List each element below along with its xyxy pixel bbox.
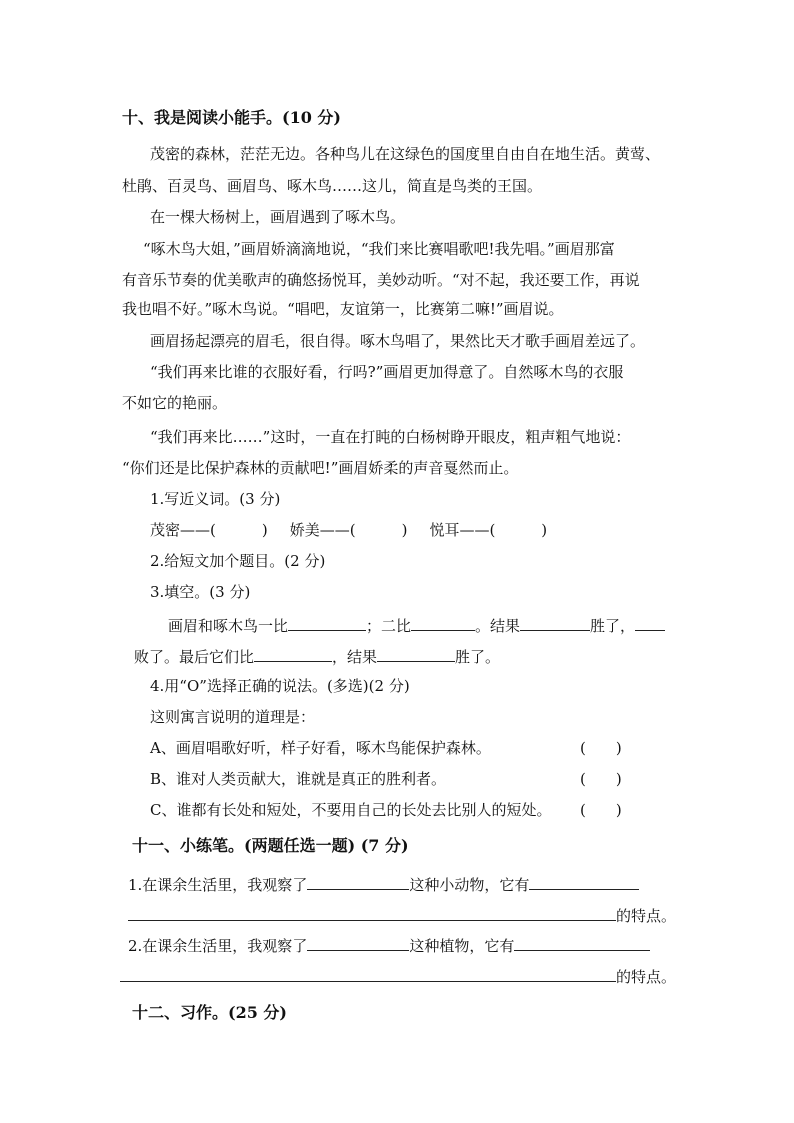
option-c-paren[interactable]: ( )	[580, 801, 622, 819]
practice-text: 2.在课余生活里，我观察了	[128, 937, 308, 955]
practice-text: 1.在课余生活里，我观察了	[128, 876, 308, 894]
option-a-paren[interactable]: ( )	[580, 739, 622, 757]
option-b-paren[interactable]: ( )	[580, 770, 622, 788]
synonym-prompt: 悦耳——(	[429, 521, 496, 539]
fill-blank[interactable]	[411, 614, 475, 631]
practice-1-line-2	[128, 904, 676, 926]
practice-2-line-2	[120, 965, 676, 987]
fill-blank[interactable]	[254, 645, 332, 662]
fill-text: ；二比	[366, 617, 412, 635]
story-line: 杜鹃、百灵鸟、画眉鸟、啄木鸟……这儿，简直是鸟类的王国。	[122, 177, 543, 195]
practice-2-line-1	[128, 934, 650, 956]
story-line: 画眉扬起漂亮的眉毛，很自得。啄木鸟唱了，果然比天才歌手画眉差远了。	[150, 332, 646, 350]
fill-text: 画眉和啄木鸟一比	[168, 617, 289, 635]
question-3-label: 3.填空。(3 分)	[150, 583, 251, 601]
synonym-close: )	[261, 521, 268, 539]
fill-blank[interactable]	[529, 873, 639, 890]
practice-text: 这种小动物，它有	[409, 876, 530, 894]
fill-blank[interactable]	[128, 904, 616, 921]
practice-text: 这种植物，它有	[409, 937, 515, 955]
question-3-line-1	[168, 614, 665, 636]
fill-text: 。结果	[475, 617, 521, 635]
story-line: “啄木鸟大姐，”画眉娇滴滴地说，“我们来比赛唱歌吧!我先唱。”画眉那富	[143, 240, 615, 258]
question-1-synonyms	[150, 520, 547, 540]
fill-text: 败了。最后它们比	[134, 648, 255, 666]
section-10-title: 十、我是阅读小能手。(10 分)	[122, 108, 341, 127]
fill-blank[interactable]	[377, 645, 455, 662]
practice-text: 的特点。	[616, 968, 677, 986]
story-line: “你们还是比保护森林的贡献吧!”画眉娇柔的声音戛然而止。	[122, 459, 519, 477]
option-a: A、画眉唱歌好听，样子好看，啄木鸟能保护森林。	[150, 739, 491, 757]
section-12-title: 十二、习作。(25 分)	[132, 1003, 287, 1022]
question-3-line-2	[134, 645, 500, 667]
synonym-prompt: 茂密——(	[150, 521, 216, 539]
fill-blank[interactable]	[514, 934, 650, 951]
fill-blank[interactable]	[288, 614, 366, 631]
story-line: “我们再来比……”这时，一直在打盹的白杨树睁开眼皮，粗声粗气地说：	[150, 428, 631, 446]
fill-text: 胜了，	[590, 617, 636, 635]
synonym-close: )	[401, 521, 408, 539]
fill-blank[interactable]	[120, 965, 616, 982]
fill-text: ，结果	[332, 648, 378, 666]
story-line: 不如它的艳丽。	[122, 394, 228, 412]
question-4-intro: 这则寓言说明的道理是：	[150, 708, 316, 726]
story-line: 在一棵大杨树上，画眉遇到了啄木鸟。	[150, 208, 406, 226]
synonym-prompt: 娇美——(	[289, 521, 356, 539]
fill-text: 胜了。	[455, 648, 501, 666]
practice-1-line-1	[128, 873, 639, 895]
story-line: “我们再来比谁的衣服好看，行吗?”画眉更加得意了。自然啄木鸟的衣服	[150, 363, 624, 381]
fill-blank[interactable]	[635, 614, 665, 631]
story-line: 我也唱不好。”啄木鸟说。“唱吧，友谊第一，比赛第二嘛!”画眉说。	[122, 300, 564, 318]
option-b: B、谁对人类贡献大，谁就是真正的胜利者。	[150, 770, 447, 788]
fill-blank[interactable]	[520, 614, 590, 631]
fill-blank[interactable]	[307, 934, 409, 951]
question-2-label: 2.给短文加个题目。(2 分)	[150, 552, 326, 570]
question-1-label: 1.写近义词。(3 分)	[150, 490, 281, 508]
practice-text: 的特点。	[616, 907, 677, 925]
fill-blank[interactable]	[307, 873, 409, 890]
synonym-close: )	[541, 521, 548, 539]
story-line: 有音乐节奏的优美歌声的确悠扬悦耳，美妙动听。“对不起，我还要工作，再说	[122, 271, 640, 289]
section-11-title: 十一、小练笔。(两题任选一题) (7 分)	[132, 836, 409, 855]
question-4-label: 4.用“O”选择正确的说法。(多选)(2 分)	[150, 677, 410, 695]
option-c: C、谁都有长处和短处，不要用自己的长处去比别人的短处。	[150, 801, 552, 819]
story-line: 茂密的森林，茫茫无边。各种鸟儿在这绿色的国度里自由自在地生活。黄莺、	[150, 145, 661, 163]
